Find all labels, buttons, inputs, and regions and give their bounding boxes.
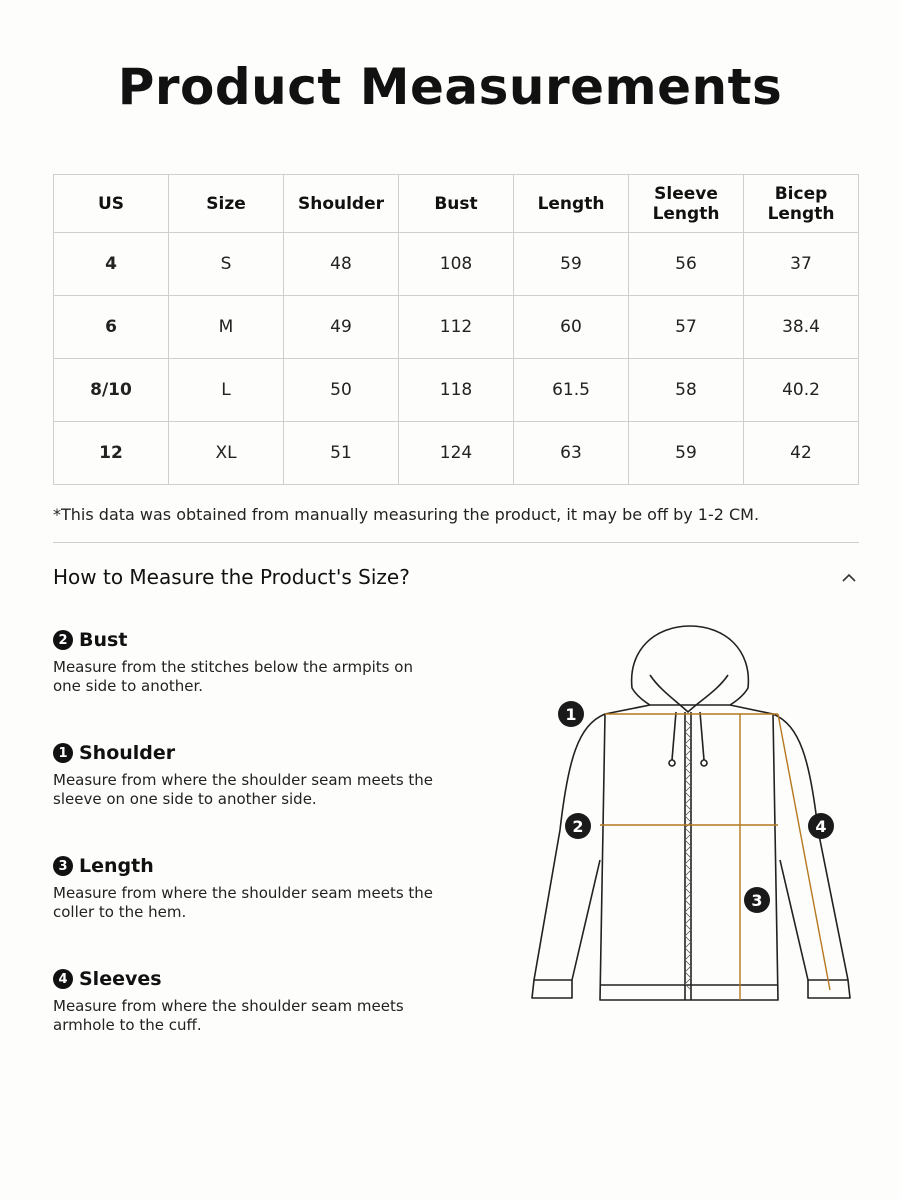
table-cell: 8/10 [54,359,169,422]
marker-3-label: 3 [751,891,763,910]
disclaimer-text: *This data was obtained from manually measuring the product, it may be off by 1-2 CM. [53,505,760,524]
measure-item-desc: Measure from where the shoulder seam meets the coller to the hem. [53,884,434,921]
table-cell: 12 [54,422,169,485]
table-cell: 118 [399,359,514,422]
table-row [54,296,859,359]
marker-1 [558,701,584,727]
page-title: Product Measurements [117,58,783,116]
left-cuff [532,980,572,998]
table-cell: 37 [744,233,859,296]
divider [53,542,859,543]
marker-2 [565,813,591,839]
number-badge: 1 [53,743,73,763]
table-cell: 58 [629,359,744,422]
chevron-up-icon[interactable] [840,570,858,584]
measure-item-bust [53,628,443,696]
table-cell: 50 [284,359,399,422]
measure-item-title: Length [79,855,154,877]
table-cell: 112 [399,296,514,359]
hood-outline [632,626,749,705]
measure-item-title: Bust [79,629,128,651]
table-cell: 124 [399,422,514,485]
table-cell: 4 [54,233,169,296]
table-header-row [54,175,859,233]
right-sleeve [773,714,848,980]
drawstring-left [672,712,676,760]
measure-item-sleeves [53,967,443,1035]
marker-4-label: 4 [815,817,827,836]
measure-item-desc: Measure from where the shoulder seam meets the sleeve on one side to another side. [53,771,434,808]
table-cell: 56 [629,233,744,296]
table-cell: 59 [514,233,629,296]
header-shoulder: Shoulder [284,175,399,233]
table-cell: 48 [284,233,399,296]
number-badge: 4 [53,969,73,989]
header-sleeve-length: Sleeve Length [629,175,744,233]
header-bicep-length: Bicep Length [744,175,859,233]
table-cell: 63 [514,422,629,485]
left-sleeve [534,714,605,980]
table-cell: 6 [54,296,169,359]
measure-item-title: Sleeves [79,968,162,990]
table-cell: XL [169,422,284,485]
header-bust: Bust [399,175,514,233]
hood-inner [650,675,728,712]
table-cell: 57 [629,296,744,359]
table-row [54,233,859,296]
table-cell: 49 [284,296,399,359]
number-badge: 3 [53,856,73,876]
table-row [54,359,859,422]
marker-1-label: 1 [565,705,577,724]
drawstring-tip-left [669,760,675,766]
number-badge: 2 [53,630,73,650]
measure-item-length [53,854,443,922]
size-table [53,174,859,485]
table-cell: L [169,359,284,422]
header-us: US [54,175,169,233]
measure-item-shoulder [53,741,443,809]
how-to-measure-title[interactable]: How to Measure the Product's Size? [53,565,410,589]
measure-item-title: Shoulder [79,742,176,764]
zipper-teeth [685,720,691,990]
table-row [54,422,859,485]
table-cell: 38.4 [744,296,859,359]
header-length: Length [514,175,629,233]
drawstring-right [700,712,704,760]
hoodie-diagram [520,618,860,1008]
marker-3 [744,887,770,913]
table-cell: 61.5 [514,359,629,422]
table-cell: S [169,233,284,296]
table-cell: 108 [399,233,514,296]
drawstring-tip-right [701,760,707,766]
table-cell: 40.2 [744,359,859,422]
table-cell: 59 [629,422,744,485]
measure-item-desc: Measure from where the shoulder seam meets armhole to the cuff. [53,997,404,1034]
table-cell: 42 [744,422,859,485]
marker-4 [808,813,834,839]
table-cell: 51 [284,422,399,485]
table-cell: M [169,296,284,359]
measurement-lines [600,714,830,1000]
table-cell: 60 [514,296,629,359]
measure-item-desc: Measure from the stitches below the armpits on one side to another. [53,658,413,695]
header-size: Size [169,175,284,233]
marker-2-label: 2 [572,817,584,836]
